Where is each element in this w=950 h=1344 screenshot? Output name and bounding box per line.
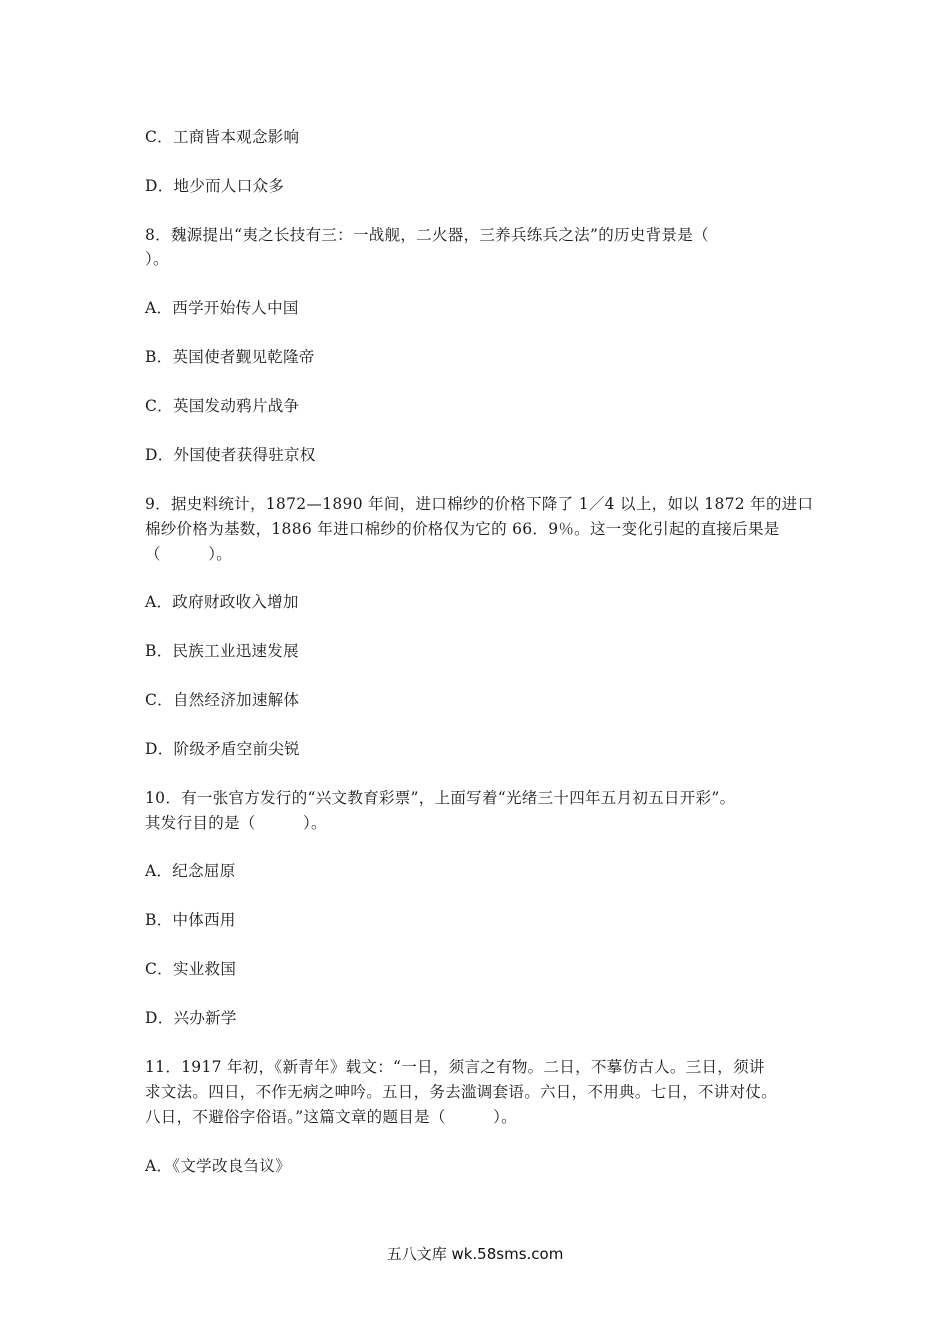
q10-stem-line-2: 其发行目的是（ ）。 — [145, 814, 327, 832]
q11-stem-line-2: 求文法。四日，不作无病之呻吟。五日，务去滥调套语。六日，不用典。七日，不讲对仗。 — [145, 1083, 778, 1101]
q8-stem-line-1: 8．魏源提出“夷之长技有三：一战舰，二火器，三养兵练兵之法”的历史背景是（ — [145, 226, 709, 244]
footer-watermark: 五八文库 wk.58sms.com — [386, 1245, 564, 1263]
q11-stem-line-3: 八日，不避俗字俗语。”这篇文章的题目是（ ）。 — [145, 1108, 517, 1126]
q9-stem-line-2: 棉纱价格为基数，1886 年进口棉纱的价格仅为它的 66．9％。这一变化引起的直接后果是 — [145, 520, 780, 538]
q10-option-b: B．中体西用 — [145, 911, 236, 929]
q10-option-d: D．兴办新学 — [145, 1009, 237, 1027]
q9-option-b: B．民族工业迅速发展 — [145, 642, 299, 660]
q9-stem-line-3: （ ）。 — [145, 545, 233, 563]
q9-stem-line-1: 9．据史料统计，1872—1890 年间，进口棉纱的价格下降了 1／4 以上，如以 1872 年的进口 — [145, 495, 814, 513]
q7-option-c: C．工商皆本观念影响 — [145, 128, 300, 146]
q11-option-a: A．《文学改良刍议》 — [145, 1157, 291, 1175]
q7-option-d: D．地少而人口众多 — [145, 177, 285, 195]
q8-option-b: B．英国使者觐见乾隆帝 — [145, 348, 315, 366]
q11-stem-line-1: 11．1917 年初，《新青年》载文：“一日，须言之有物。二日，不摹仿古人。三日，须讲 — [145, 1058, 765, 1076]
q8-option-a: A．西学开始传人中国 — [145, 299, 299, 317]
q10-stem-line-1: 10．有一张官方发行的“兴文教育彩票”，上面写着“光绪三十四年五月初五日开彩”。 — [145, 789, 736, 807]
q8-option-d: D．外国使者获得驻京权 — [145, 446, 316, 464]
q8-option-c: C．英国发动鸦片战争 — [145, 397, 300, 415]
q10-option-a: A．纪念屈原 — [145, 862, 236, 880]
q8-stem-line-2: ）。 — [145, 250, 169, 268]
q9-option-c: C．自然经济加速解体 — [145, 691, 300, 709]
q9-option-d: D．阶级矛盾空前尖锐 — [145, 740, 300, 758]
q9-option-a: A．政府财政收入增加 — [145, 593, 299, 611]
q10-option-c: C．实业救国 — [145, 960, 237, 978]
